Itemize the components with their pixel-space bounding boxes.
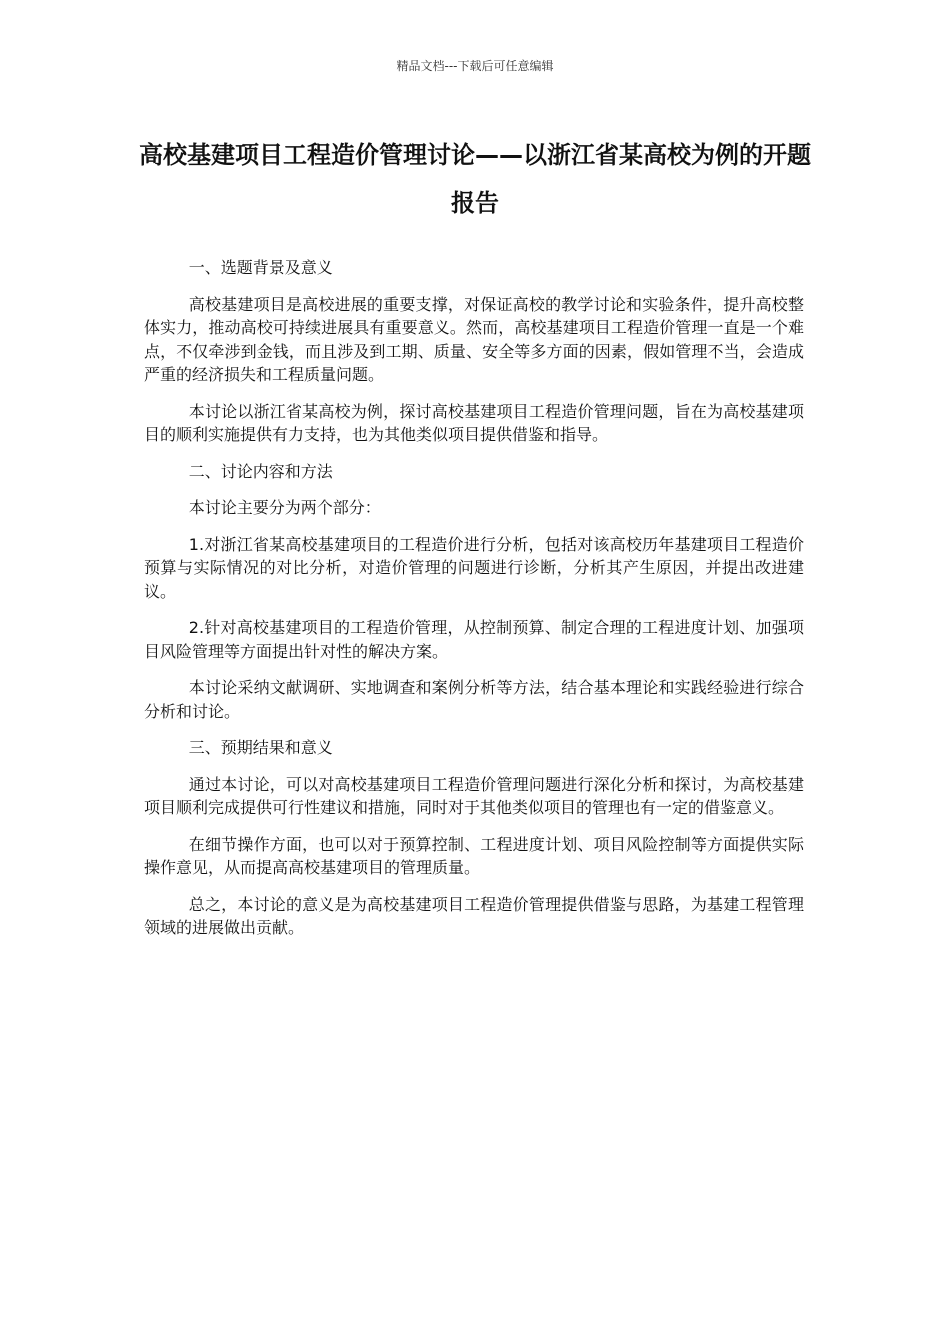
body-paragraph: 2.针对高校基建项目的工程造价管理，从控制预算、制定合理的工程进度计划、加强项目风险管理等方面提出针对性的解决方案。 bbox=[144, 618, 804, 661]
body-paragraph: 在细节操作方面，也可以对于预算控制、工程进度计划、项目风险控制等方面提供实际操作意见，从而提高高校基建项目的管理质量。 bbox=[144, 834, 804, 877]
document-body bbox=[144, 256, 804, 953]
body-paragraph: 总之，本讨论的意义是为高校基建项目工程造价管理提供借鉴与思路，为基建工程管理领域的进展做出贡献。 bbox=[144, 894, 804, 937]
body-paragraph: 通过本讨论，可以对高校基建项目工程造价管理问题进行深化分析和探讨，为高校基建项目顺利完成提供可行性建议和措施，同时对于其他类似项目的管理也有一定的借鉴意义。 bbox=[144, 774, 804, 817]
body-paragraph: 本讨论主要分为两个部分： bbox=[188, 498, 381, 517]
body-paragraph: 高校基建项目是高校进展的重要支撑，对保证高校的教学讨论和实验条件，提升高校整体实力，推动高校可持续进展具有重要意义。然而，高校基建项目工程造价管理一直是一个难点，不仅牵涉到金钱，而且涉及到工期、质量、安全等多方面的因素，假如管理不当，会造成严重的经济损失和工程质量问题。 bbox=[144, 294, 804, 384]
document-title: 高校基建项目工程造价管理讨论——以浙江省某高校为例的开题报告 bbox=[139, 141, 811, 217]
header-watermark: 精品文档---下载后可任意编辑 bbox=[396, 59, 554, 73]
section-heading: 三、预期结果和意义 bbox=[188, 738, 333, 757]
body-paragraph: 本讨论以浙江省某高校为例，探讨高校基建项目工程造价管理问题，旨在为高校基建项目的顺利实施提供有力支持，也为其他类似项目提供借鉴和指导。 bbox=[144, 401, 804, 444]
section-heading: 一、选题背景及意义 bbox=[188, 258, 333, 277]
body-paragraph: 本讨论采纳文献调研、实地调查和案例分析等方法，结合基本理论和实践经验进行综合分析和讨论。 bbox=[144, 678, 804, 721]
section-heading: 二、讨论内容和方法 bbox=[188, 461, 333, 481]
body-paragraph: 1.对浙江省某高校基建项目的工程造价进行分析，包括对该高校历年基建项目工程造价预算与实际情况的对比分析，对造价管理的问题进行诊断，分析其产生原因，并提出改进建议。 bbox=[144, 534, 804, 601]
